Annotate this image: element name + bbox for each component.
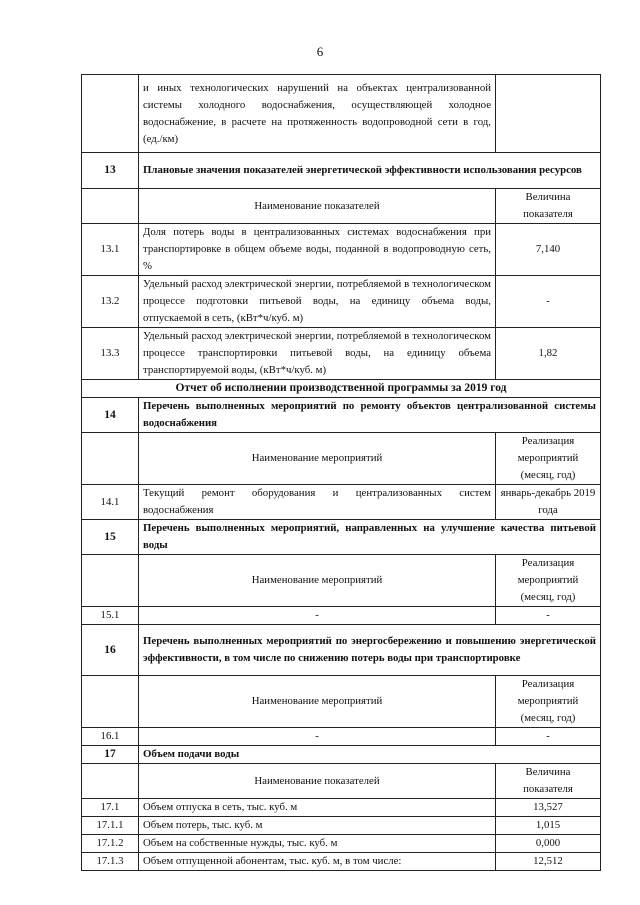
header-number (82, 764, 139, 799)
section-number: 14 (82, 398, 139, 433)
row-value: - (496, 728, 601, 746)
column-header-value: Реализация мероприятий (месяц, год) (496, 555, 601, 607)
header-number (82, 433, 139, 485)
header-number (82, 555, 139, 607)
row-number: 17.1 (82, 799, 139, 817)
row-value (496, 75, 601, 153)
row-text: Объем потерь, тыс. куб. м (139, 817, 496, 835)
row-value: - (496, 276, 601, 328)
row-number: 16.1 (82, 728, 139, 746)
section-row (82, 746, 601, 764)
row-value: январь-декабрь 2019 года (496, 485, 601, 520)
row-text: - (139, 607, 496, 625)
row-number: 17.1.3 (82, 853, 139, 871)
row-value: 1,015 (496, 817, 601, 835)
column-header-name: Наименование мероприятий (139, 555, 496, 607)
section-row (82, 153, 601, 189)
column-header-name: Наименование мероприятий (139, 676, 496, 728)
item-row (82, 799, 601, 817)
row-number: 15.1 (82, 607, 139, 625)
item-row (82, 835, 601, 853)
column-header-name: Наименование показателей (139, 189, 496, 224)
column-header-value: Величина показателя (496, 764, 601, 799)
header-row (82, 189, 601, 224)
section-title: Перечень выполненных мероприятий, направленных на улучшение качества питьевой воды (139, 520, 601, 555)
section-title: Перечень выполненных мероприятий по ремонту объектов централизованной системы водоснабжения (139, 398, 601, 433)
section-number: 15 (82, 520, 139, 555)
item-row (82, 276, 601, 328)
cont-row (82, 75, 601, 153)
row-text: - (139, 728, 496, 746)
item-row (82, 224, 601, 276)
item-row (82, 817, 601, 835)
column-header-name: Наименование показателей (139, 764, 496, 799)
section-title: Плановые значения показателей энергетической эффективности использования ресурсов (139, 153, 601, 189)
row-text: Удельный расход электрической энергии, потребляемой в технологическом процессе транспортировки питьевой воды, на единицу объема транспортируемой воды, (кВт*ч/куб. м) (139, 328, 496, 380)
row-value: - (496, 607, 601, 625)
section-row (82, 398, 601, 433)
header-number (82, 676, 139, 728)
row-text: и иных технологических нарушений на объектах централизованной системы холодного водоснабжения, осуществляющей холодное водоснабжение, в расчете на протяженность водопроводной сети в год, (ед./км) (139, 75, 496, 153)
row-text: Объем на собственные нужды, тыс. куб. м (139, 835, 496, 853)
row-value: 0,000 (496, 835, 601, 853)
row-text: Объем отпуска в сеть, тыс. куб. м (139, 799, 496, 817)
row-number: 13.3 (82, 328, 139, 380)
row-value: 1,82 (496, 328, 601, 380)
section-title: Перечень выполненных мероприятий по энергосбережению и повышению энергетической эффективности, в том числе по снижению потерь воды при транспортировке (139, 625, 601, 676)
row-text: Удельный расход электрической энергии, потребляемой в технологическом процессе подготовки питьевой воды, на единицу объема воды, отпускаемой в сеть, (кВт*ч/куб. м) (139, 276, 496, 328)
item-row (82, 328, 601, 380)
item-row (82, 485, 601, 520)
header-row (82, 676, 601, 728)
row-text: Объем отпущенной абонентам, тыс. куб. м, в том числе: (139, 853, 496, 871)
row-value: 13,527 (496, 799, 601, 817)
section-title: Объем подачи воды (139, 746, 601, 764)
item-row (82, 728, 601, 746)
section-number: 13 (82, 153, 139, 189)
row-value: 7,140 (496, 224, 601, 276)
row-number: 17.1.1 (82, 817, 139, 835)
page-number: 6 (316, 44, 324, 59)
header-row (82, 433, 601, 485)
program-table-body (82, 75, 601, 871)
section-number: 17 (82, 746, 139, 764)
section-row (82, 625, 601, 676)
row-number: 13.1 (82, 224, 139, 276)
section-number: 16 (82, 625, 139, 676)
title-row (82, 380, 601, 398)
header-row (82, 555, 601, 607)
row-value: 12,512 (496, 853, 601, 871)
section-row (82, 520, 601, 555)
row-text: Доля потерь воды в централизованных системах водоснабжения при транспортировке в общем объеме воды, поданной в водопроводную сеть, % (139, 224, 496, 276)
program-table (81, 74, 601, 871)
header-number (82, 189, 139, 224)
column-header-value: Величина показателя (496, 189, 601, 224)
column-header-value: Реализация мероприятий (месяц, год) (496, 676, 601, 728)
report-title: Отчет об исполнении производственной программы за 2019 год (82, 380, 601, 398)
row-number: 17.1.2 (82, 835, 139, 853)
column-header-value: Реализация мероприятий (месяц, год) (496, 433, 601, 485)
header-row (82, 764, 601, 799)
row-number: 13.2 (82, 276, 139, 328)
item-row (82, 607, 601, 625)
row-text: Текущий ремонт оборудования и централизованных систем водоснабжения (139, 485, 496, 520)
column-header-name: Наименование мероприятий (139, 433, 496, 485)
row-number: 14.1 (82, 485, 139, 520)
row-number (82, 75, 139, 153)
item-row (82, 853, 601, 871)
